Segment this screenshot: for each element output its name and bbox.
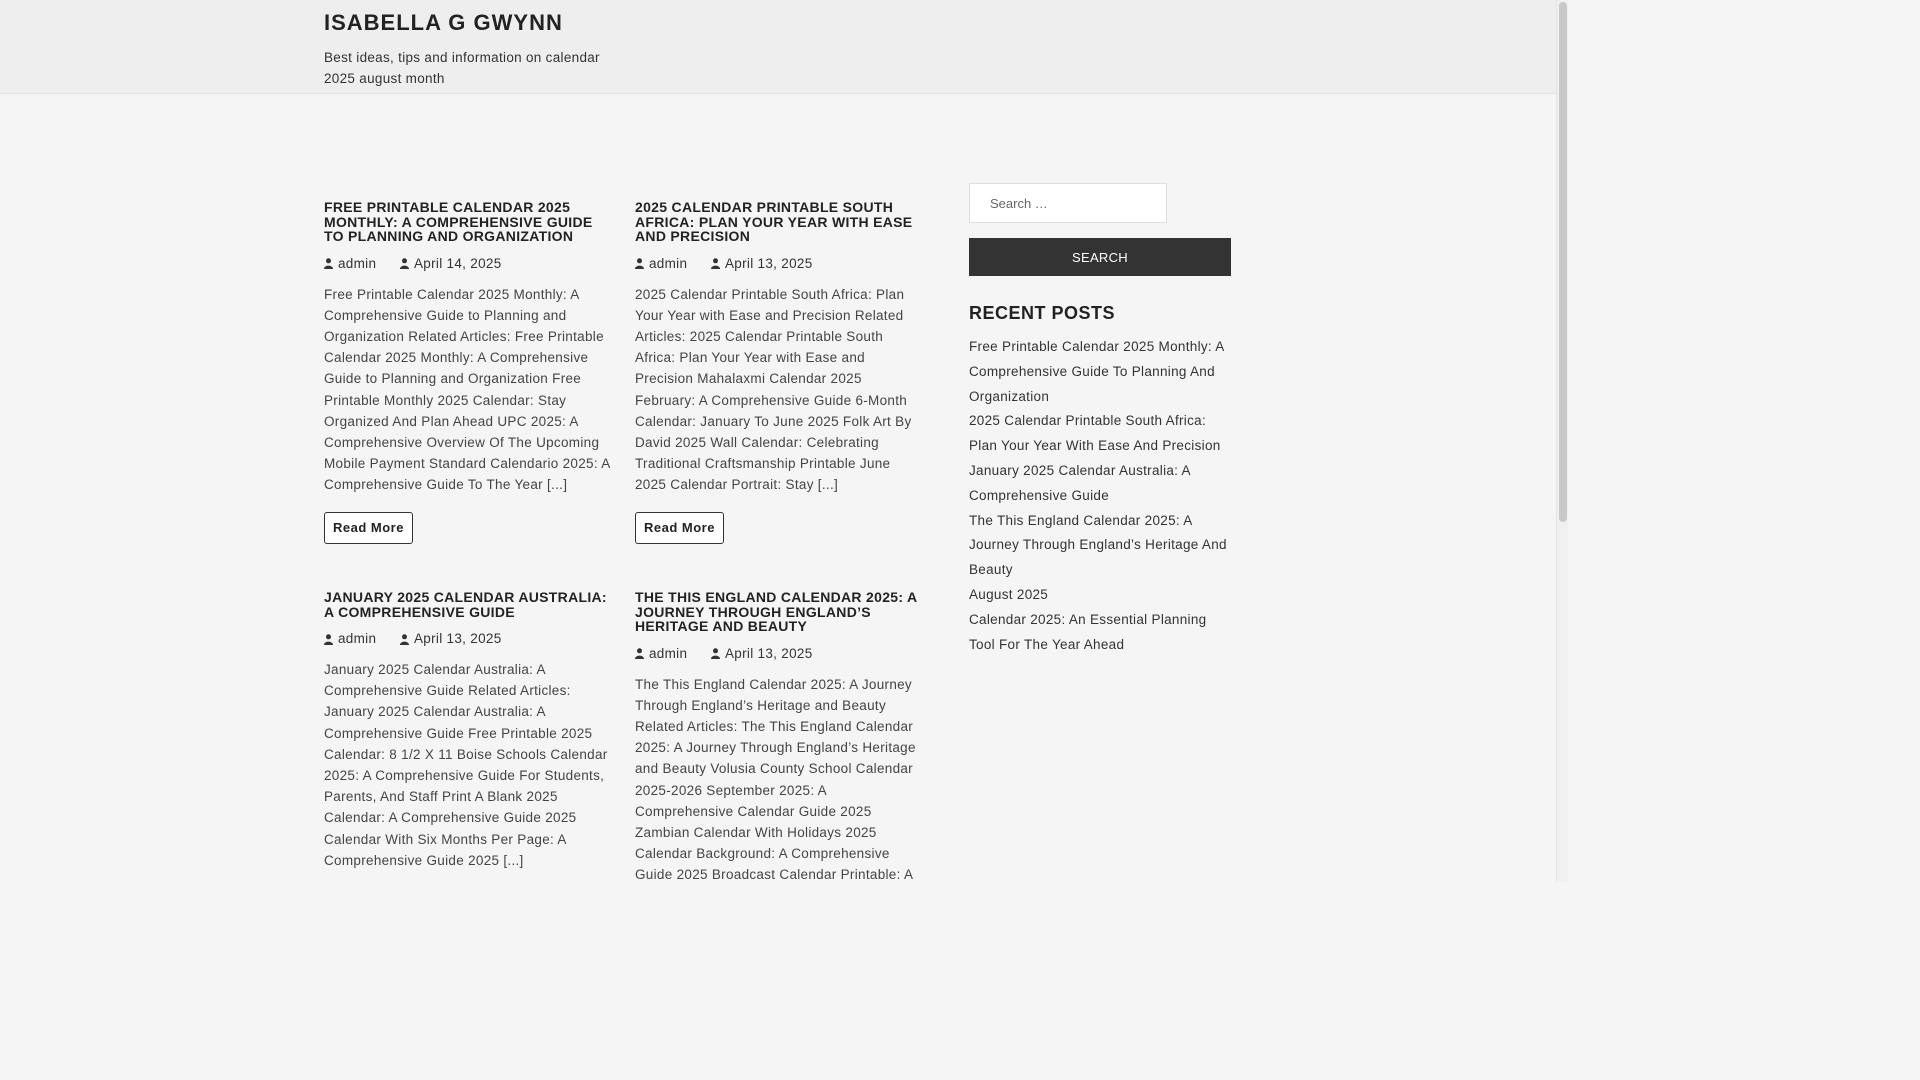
user-icon [635,258,644,269]
post-excerpt: The This England Calendar 2025: A Journey Through England’s Heritage and Beauty Related Articles: The This England Calendar 2025: A Journey Through England’s Heritage and Beauty Volusia County School Calendar 2025-2026 September 2025: A Comprehensive Calendar Guide 2025 Zambian Calendar With Holidays 2025 Calendar Background: A Comprehensive Guide 2025 Broadcast Calendar Printable: A [635,676,916,882]
post-title[interactable]: FREE PRINTABLE CALENDAR 2025 MONTHLY: A COMPREHENSIVE GUIDE TO PLANNING AND ORGANIZATION [324,199,593,244]
post-meta [635,256,925,272]
recent-post-link[interactable]: January 2025 Calendar Australia: A Comprehensive Guide [969,462,1191,503]
post-author[interactable] [324,631,400,647]
date-text: April 13, 2025 [414,631,502,646]
read-more-button[interactable]: Read More [324,512,413,544]
sidebar [969,183,1231,657]
post-card [635,200,925,544]
site-title[interactable]: ISABELLA G GWYNN [324,10,563,35]
post-title[interactable]: 2025 CALENDAR PRINTABLE SOUTH AFRICA: PLAN YOUR YEAR WITH EASE AND PRECISION [635,199,913,244]
user-icon [711,648,720,659]
recent-post-link[interactable]: August 2025 [969,586,1049,602]
user-icon [400,634,409,645]
post-date[interactable] [400,256,502,272]
post-card [324,590,614,871]
user-icon [400,258,409,269]
user-icon [324,634,333,645]
post-author[interactable] [324,256,400,272]
author-name: admin [649,645,688,661]
post-card [324,200,614,544]
post-date[interactable] [711,646,813,662]
user-icon [711,258,720,269]
post-excerpt: Free Printable Calendar 2025 Monthly: A Comprehensive Guide to Planning and Organization Related Articles: Free Printable Calendar 2025 Monthly: A Comprehensive Guide to Planning and Organization Free Printable Monthly 2025 Calendar: Stay Organized And Plan Ahead UPC 2025: A Comprehensive Overview Of The Upcoming Mobile Payment Standard Calendario 2025: A Comprehensive Guide To The Year [...] [324,286,610,493]
author-name: admin [338,255,377,271]
site-description: Best ideas, tips and information on calendar 2025 august month [324,50,600,86]
post-excerpt: 2025 Calendar Printable South Africa: Plan Your Year with Ease and Precision Related Articles: 2025 Calendar Printable South Africa: Plan Your Year with Ease and Precision Mahalaxmi Calendar 2025 February: A Comprehensive Guide 6-Month Calendar: January To June 2025 Folk Art By David 2025 Wall Calendar: Celebrating Traditional Craftsmanship Printable June 2025 Calendar Portrait: Stay [...] [635,286,912,493]
recent-posts-title: RECENT POSTS [969,303,1116,323]
recent-posts-list [969,335,1231,657]
post-excerpt: January 2025 Calendar Australia: A Comprehensive Guide Related Articles: January 2025 Calendar Australia: A Comprehensive Guide Free Printable 2025 Calendar: 8 1/2 X 11 Boise Schools Calendar 2025: A Comprehensive Guide For Students, Parents, And Staff Print A Blank 2025 Calendar: A Comprehensive Guide 2025 Calendar With Six Months Per Page: A Comprehensive Guide 2025 [...] [324,662,608,868]
recent-post-link[interactable]: 2025 Calendar Printable South Africa: Plan Your Year With Ease And Precision [969,413,1221,454]
vertical-scrollbar[interactable] [1556,0,1568,882]
date-text: April 13, 2025 [725,645,813,661]
post-date[interactable] [711,256,813,272]
post-title[interactable]: THE THIS ENGLAND CALENDAR 2025: A JOURNEY THROUGH ENGLAND’S HERITAGE AND BEAUTY [635,589,917,634]
post-title[interactable]: JANUARY 2025 CALENDAR AUSTRALIA: A COMPREHENSIVE GUIDE [324,589,607,620]
post-author[interactable] [635,256,711,272]
post-date[interactable] [400,631,502,647]
post-meta [324,256,614,272]
search-button[interactable]: SEARCH [969,238,1231,276]
recent-post-link[interactable]: Calendar 2025: An Essential Planning Tool For The Year Ahead [969,611,1207,652]
post-card [635,590,925,882]
post-meta [324,631,614,647]
post-meta [635,646,925,662]
date-text: April 14, 2025 [414,255,502,271]
user-icon [635,648,644,659]
post-author[interactable] [635,646,711,662]
recent-post-link[interactable]: The This England Calendar 2025: A Journey Through England’s Heritage And Beauty [969,512,1227,578]
search-input[interactable] [969,183,1167,223]
scrollbar-thumb[interactable] [1559,2,1567,522]
read-more-button[interactable]: Read More [635,512,724,544]
user-icon [324,258,333,269]
recent-post-link[interactable]: Free Printable Calendar 2025 Monthly: A Comprehensive Guide To Planning And Organization [969,339,1224,404]
date-text: April 13, 2025 [725,255,813,271]
site-header [0,0,1556,94]
author-name: admin [649,255,688,271]
author-name: admin [338,631,377,646]
